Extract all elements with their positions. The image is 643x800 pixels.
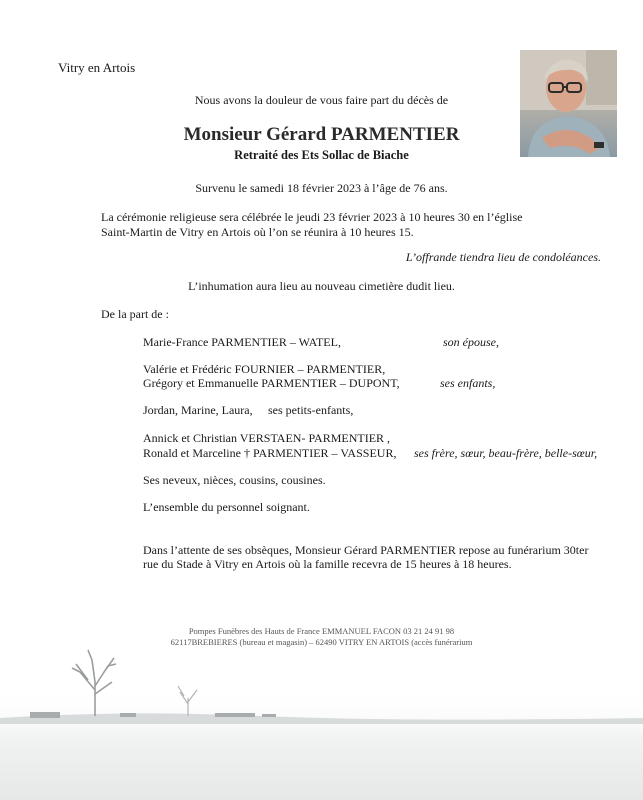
intro-text: Nous avons la douleur de vous faire part du décès de [194,93,449,107]
child-name-2: Grégory et Emmanuelle PARMENTIER – DUPONT, [143,376,400,390]
place-name: Vitry en Artois [58,60,136,75]
relatives-text: Ses neveux, nièces, cousins, cousines. [143,473,326,487]
burial-text: L’inhumation aura lieu au nouveau cimetière dudit lieu. [188,279,455,293]
rest-line-1: Dans l’attente de ses obsèques, Monsieur Gérard PARMENTIER repose au funérarium 30ter [143,543,589,557]
death-date-text: Survenu le samedi 18 février 2023 à l’âge de 76 ans. [195,181,448,195]
grandchildren-names: Jordan, Marine, Laura, [143,403,253,417]
child-name-1: Valérie et Frédéric FOURNIER – PARMENTIER, [143,362,386,376]
spouse-relation: son épouse, [443,335,499,349]
funeral-home-line-2: 62117BREBIERES (bureau et magasin) – 62490 VITRY EN ARTOIS (accès funérarium [170,637,473,647]
rest-line-2: rue du Stade à Vitry en Artois où la famille recevra de 15 heures à 18 heures. [143,557,512,571]
funeral-home-line-1: Pompes Funèbres des Hauts de France EMMANUEL FACON 03 21 24 91 98 [188,626,455,636]
offering-note: L’offrande tiendra lieu de condoléances. [405,250,601,264]
ceremony-line-1: La cérémonie religieuse sera célébrée le jeudi 23 février 2023 à 10 heures 30 en l’église [101,210,523,224]
retirement-subtitle: Retraité des Ets Sollac de Biache [234,148,409,162]
children-relation: ses enfants, [440,376,496,390]
spouse-name: Marie-France PARMENTIER – WATEL, [143,335,341,349]
from-label: De la part de : [101,307,169,321]
siblings-relation: ses frère, sœur, beau-frère, belle-sœur, [414,446,598,460]
staff-text: L’ensemble du personnel soignant. [143,500,310,514]
sibling-name-1: Annick et Christian VERSTAEN- PARMENTIER , [143,431,391,445]
ceremony-line-2: Saint-Martin de Vitry en Artois où l’on se réunira à 10 heures 15. [101,225,414,239]
deceased-name: Monsieur Gérard PARMENTIER [183,124,460,145]
grandchildren-relation: ses petits-enfants, [268,403,354,417]
sibling-name-2: Ronald et Marceline † PARMENTIER – VASSEUR, [143,446,397,460]
